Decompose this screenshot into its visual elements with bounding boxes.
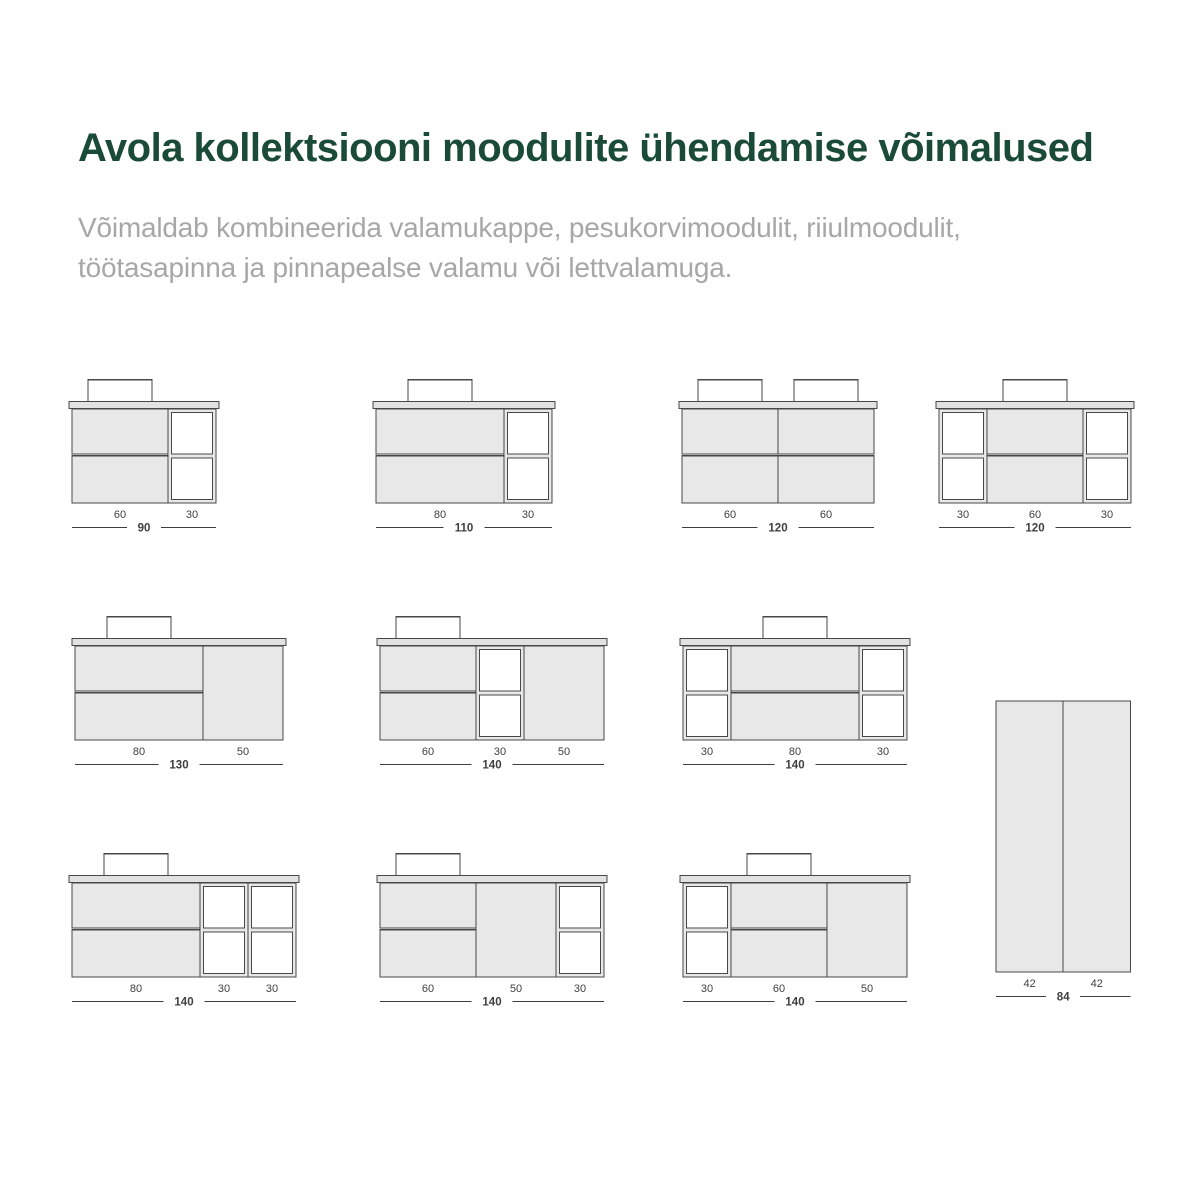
open-shelf-box	[687, 695, 728, 737]
countertop	[377, 639, 607, 646]
segment-dimension-label: 30	[956, 509, 970, 521]
drawer-front	[75, 693, 203, 740]
segment-dimension-label: 50	[557, 746, 571, 758]
segment-dimension-label: 30	[185, 509, 199, 521]
drawer-front	[75, 646, 203, 691]
open-shelf-box	[508, 413, 549, 455]
open-shelf-box	[943, 458, 984, 500]
total-dimension-label: 90	[137, 522, 151, 535]
module-130	[70, 616, 288, 772]
drawer-front	[72, 456, 168, 503]
drawer-front	[731, 646, 859, 691]
module-120-symmetric	[934, 379, 1136, 535]
tall-cabinet-84	[991, 701, 1136, 1004]
module-140-a	[375, 616, 609, 772]
drawer-front	[987, 456, 1083, 503]
sink	[698, 380, 762, 402]
countertop	[69, 876, 299, 883]
segment-dimension-label: 80	[129, 983, 143, 995]
door-panel	[203, 646, 283, 740]
segment-dimension-label: 30	[700, 746, 714, 758]
segment-dimension-label: 42	[1090, 978, 1103, 990]
countertop	[377, 876, 607, 883]
open-shelf-box	[480, 695, 521, 737]
segment-dimension-label: 80	[132, 746, 146, 758]
door-panel	[996, 701, 1063, 972]
drawer-front	[731, 883, 827, 928]
door-panel	[1063, 701, 1130, 972]
sink	[396, 854, 460, 876]
total-dimension-label: 140	[785, 996, 805, 1009]
sink	[107, 617, 171, 639]
total-dimension-label: 140	[482, 759, 502, 772]
subtitle-line-2: töötasapinna ja pinnapealse valamu või lettvalamuga.	[78, 252, 733, 283]
drawer-front	[380, 930, 476, 977]
segment-dimension-label: 30	[876, 746, 890, 758]
drawer-front	[380, 693, 476, 740]
countertop	[72, 639, 286, 646]
segment-dimension-label: 60	[772, 983, 786, 995]
module-110	[371, 379, 557, 535]
segment-dimension-label: 60	[1028, 509, 1042, 521]
module-90	[67, 379, 221, 535]
subtitle-line-1: Võimaldab kombineerida valamukappe, pesukorvimoodulit, riiulmoodulit,	[78, 212, 961, 243]
total-dimension-label: 140	[174, 996, 194, 1009]
open-shelf-box	[863, 695, 904, 737]
open-shelf-box	[863, 650, 904, 692]
open-shelf-box	[943, 413, 984, 455]
total-dimension-label: 84	[1056, 991, 1070, 1004]
sink	[88, 380, 152, 402]
segment-dimension-label: 60	[421, 983, 435, 995]
segment-dimension-label: 60	[723, 509, 737, 521]
open-shelf-box	[508, 458, 549, 500]
door-panel	[827, 883, 907, 977]
open-shelf-box	[560, 932, 601, 974]
open-shelf-box	[687, 887, 728, 929]
sink	[794, 380, 858, 402]
drawer-front	[987, 409, 1083, 454]
open-shelf-box	[204, 887, 245, 929]
sink	[104, 854, 168, 876]
sink	[747, 854, 811, 876]
module-120-double-sink	[677, 379, 879, 535]
sink	[396, 617, 460, 639]
sink	[408, 380, 472, 402]
module-140-e	[678, 853, 912, 1009]
drawer-front	[778, 456, 874, 503]
countertop	[69, 402, 219, 409]
open-shelf-box	[172, 413, 213, 455]
module-140-c	[67, 853, 301, 1009]
open-shelf-box	[560, 887, 601, 929]
module-140-b	[678, 616, 912, 772]
segment-dimension-label: 50	[860, 983, 874, 995]
segment-dimension-label: 80	[788, 746, 802, 758]
segment-dimension-label: 60	[113, 509, 127, 521]
countertop	[373, 402, 555, 409]
total-dimension-label: 120	[768, 522, 788, 535]
segment-dimension-label: 30	[217, 983, 231, 995]
door-panel	[524, 646, 604, 740]
drawer-front	[778, 409, 874, 454]
total-dimension-label: 140	[482, 996, 502, 1009]
total-dimension-label: 130	[169, 759, 189, 772]
segment-dimension-label: 30	[573, 983, 587, 995]
open-shelf-box	[1087, 458, 1128, 500]
total-dimension-label: 120	[1025, 522, 1045, 535]
segment-dimension-label: 30	[493, 746, 507, 758]
open-shelf-box	[252, 887, 293, 929]
segment-dimension-label: 42	[1023, 978, 1036, 990]
countertop	[680, 639, 910, 646]
drawer-front	[72, 883, 200, 928]
drawer-front	[72, 930, 200, 977]
segment-dimension-label: 60	[421, 746, 435, 758]
segment-dimension-label: 30	[265, 983, 279, 995]
sink	[1003, 380, 1067, 402]
open-shelf-box	[687, 650, 728, 692]
module-140-d	[375, 853, 609, 1009]
drawer-front	[682, 409, 778, 454]
segment-dimension-label: 30	[700, 983, 714, 995]
countertop	[680, 876, 910, 883]
drawer-front	[682, 456, 778, 503]
countertop	[679, 402, 877, 409]
segment-dimension-label: 80	[433, 509, 447, 521]
total-dimension-label: 110	[454, 522, 474, 535]
segment-dimension-label: 30	[521, 509, 535, 521]
open-shelf-box	[687, 932, 728, 974]
segment-dimension-label: 50	[236, 746, 250, 758]
segment-dimension-label: 60	[819, 509, 833, 521]
open-shelf-box	[252, 932, 293, 974]
drawer-front	[380, 883, 476, 928]
drawer-front	[376, 456, 504, 503]
drawer-front	[731, 930, 827, 977]
drawer-front	[731, 693, 859, 740]
open-shelf-box	[1087, 413, 1128, 455]
sink	[763, 617, 827, 639]
segment-dimension-label: 30	[1100, 509, 1114, 521]
drawer-front	[376, 409, 504, 454]
open-shelf-box	[480, 650, 521, 692]
segment-dimension-label: 50	[509, 983, 523, 995]
drawer-front	[72, 409, 168, 454]
page-title: Avola kollektsiooni moodulite ühendamise võimalused	[78, 126, 1094, 170]
door-panel	[476, 883, 556, 977]
open-shelf-box	[204, 932, 245, 974]
open-shelf-box	[172, 458, 213, 500]
total-dimension-label: 140	[785, 759, 805, 772]
drawer-front	[380, 646, 476, 691]
countertop	[936, 402, 1134, 409]
